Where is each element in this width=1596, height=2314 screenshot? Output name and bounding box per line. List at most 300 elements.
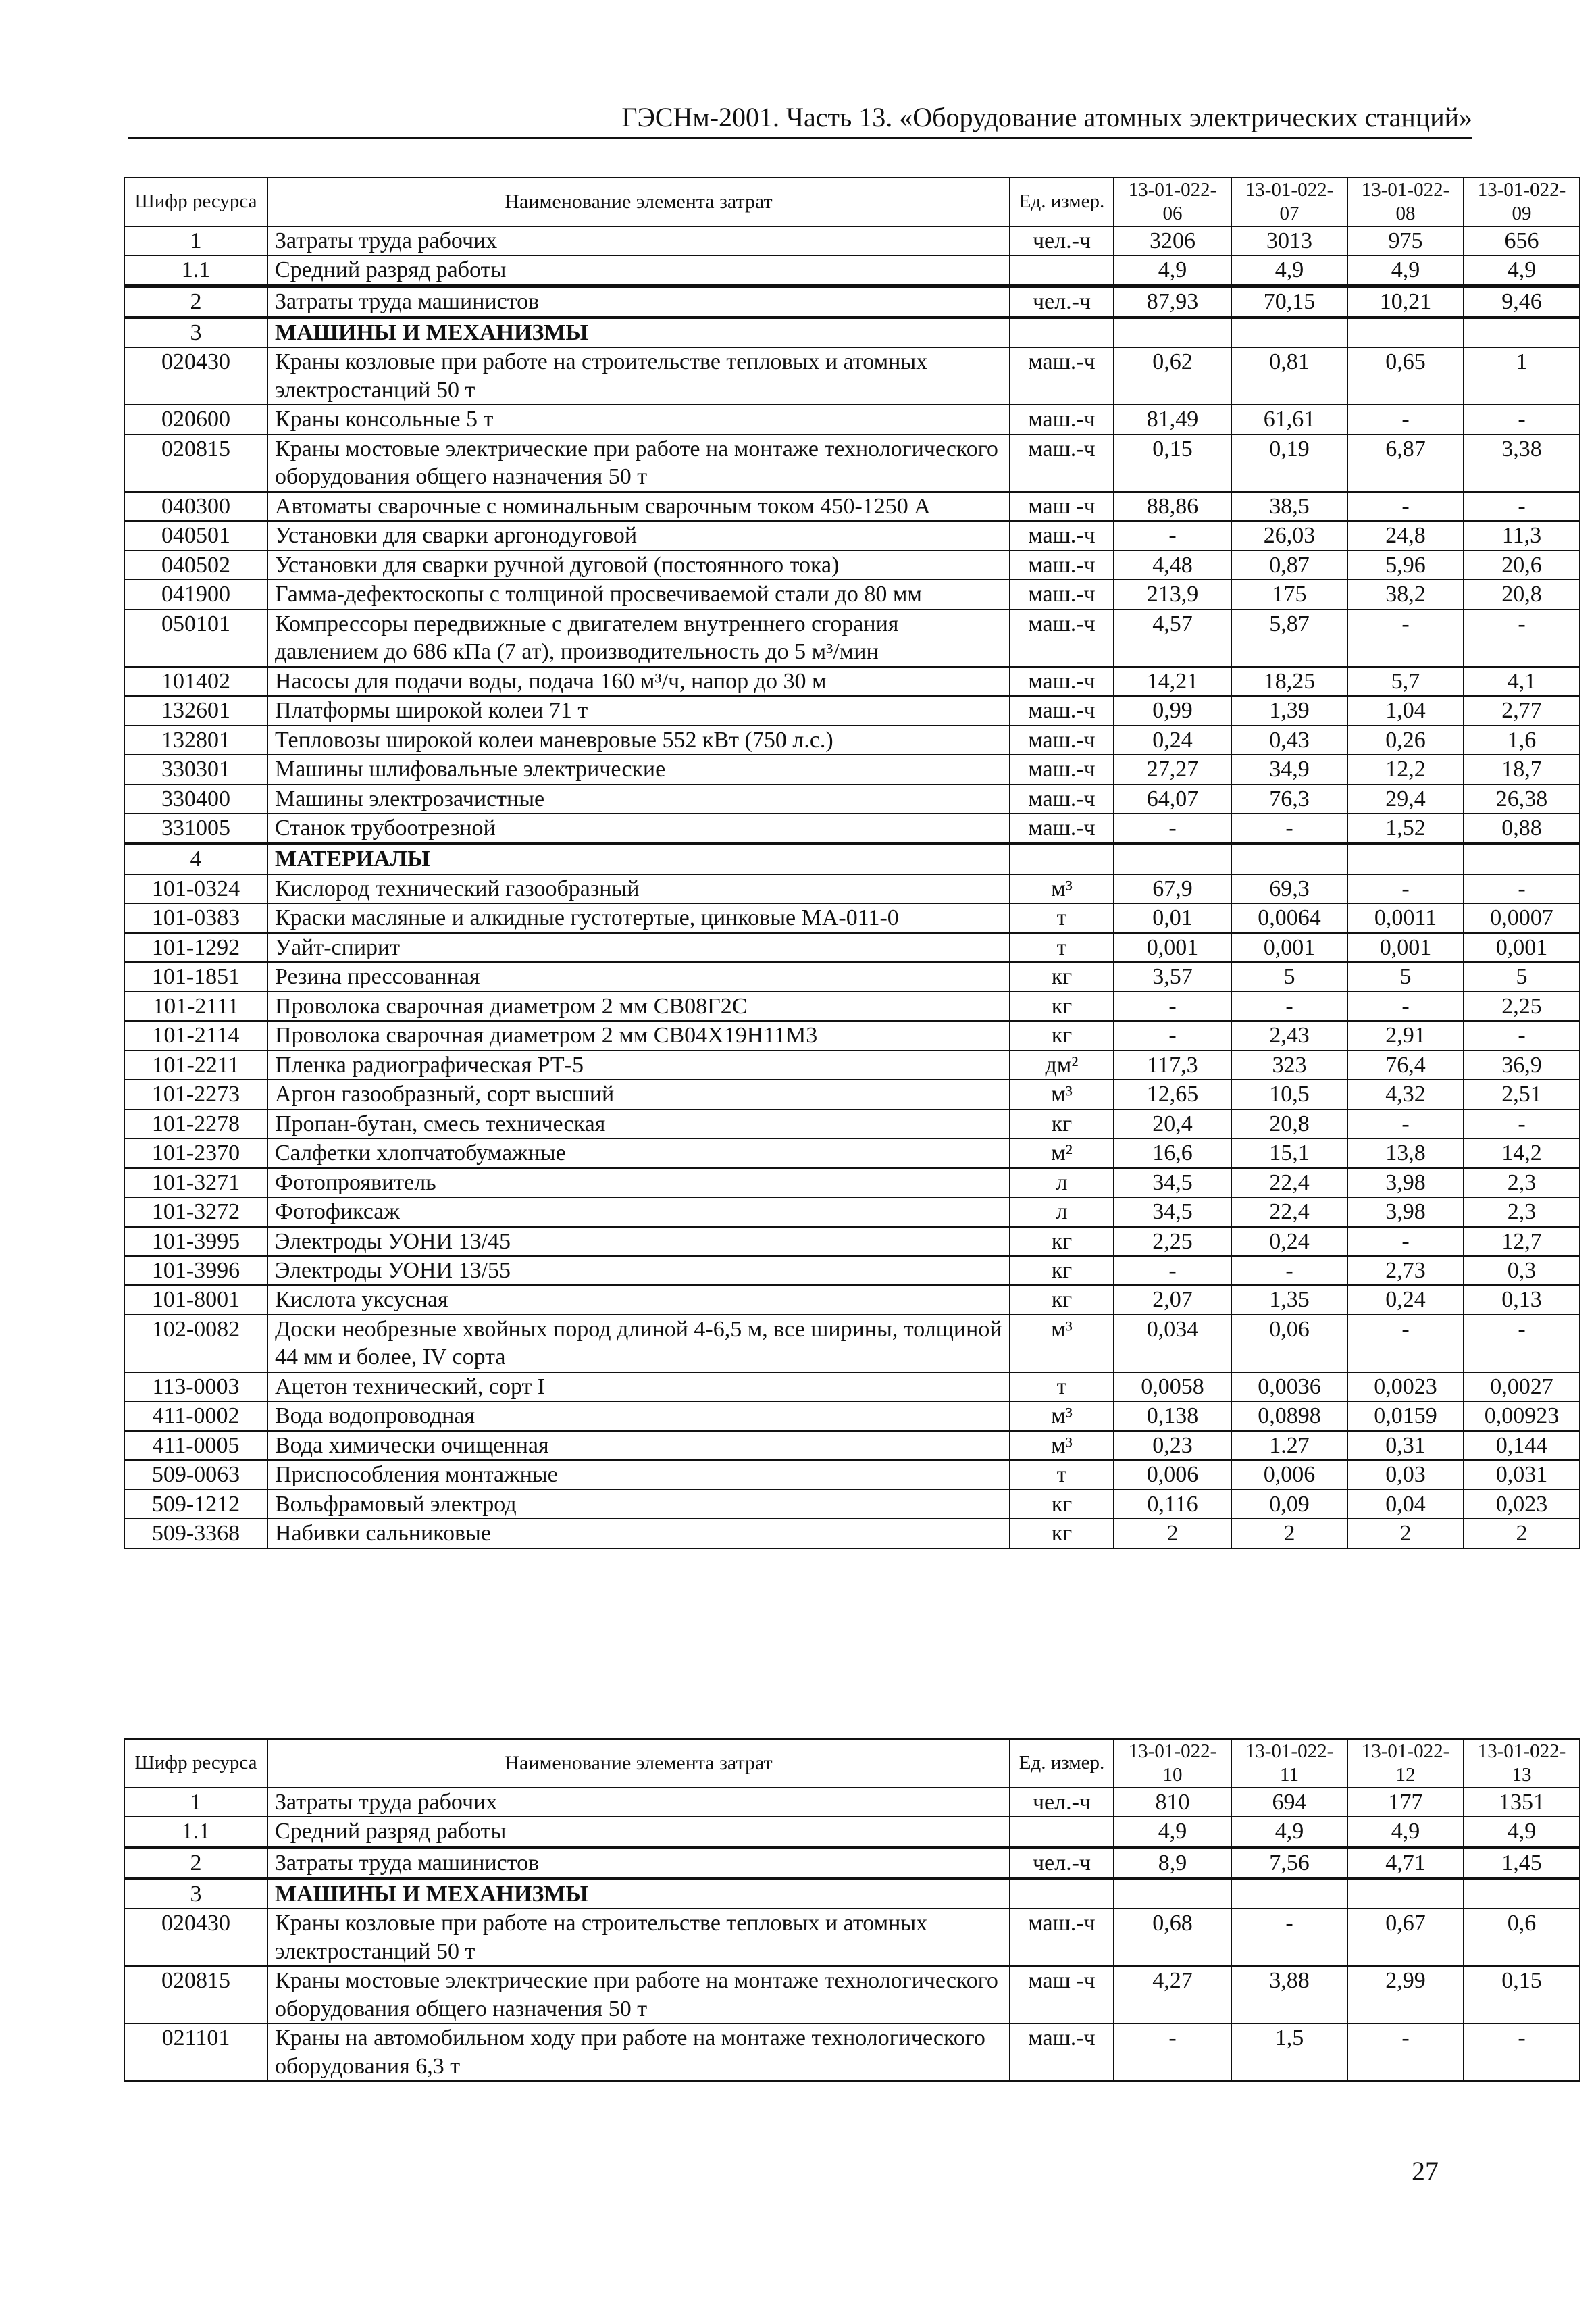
cell-code: 102-0082 bbox=[124, 1315, 267, 1372]
cell-unit bbox=[1010, 318, 1114, 348]
cell-unit: маш.-ч bbox=[1010, 609, 1114, 667]
cell-name: Станок трубоотрезной bbox=[267, 813, 1010, 844]
cell-value-4: 0,3 bbox=[1464, 1256, 1580, 1285]
cell-value-1: 810 bbox=[1114, 1788, 1231, 1817]
cell-value-2: 5 bbox=[1231, 962, 1347, 991]
cell-value-1 bbox=[1114, 844, 1231, 874]
cell-code: 330400 bbox=[124, 784, 267, 813]
cell-value-3: 3,98 bbox=[1347, 1168, 1464, 1197]
cell-code: 020815 bbox=[124, 1966, 267, 2023]
cell-value-1: 4,9 bbox=[1114, 255, 1231, 286]
table-row bbox=[124, 1490, 1580, 1519]
cell-unit: чел.-ч bbox=[1010, 286, 1114, 317]
cell-value-2: 76,3 bbox=[1231, 784, 1347, 813]
cell-value-4: - bbox=[1464, 609, 1580, 667]
cell-code: 020815 bbox=[124, 434, 267, 492]
cell-value-2: 0,0064 bbox=[1231, 903, 1347, 932]
cell-value-4: 1 bbox=[1464, 347, 1580, 405]
cell-name: Пропан-бутан, смесь техническая bbox=[267, 1109, 1010, 1138]
cell-value-3: 2 bbox=[1347, 1519, 1464, 1548]
cell-name: Затраты труда рабочих bbox=[267, 1788, 1010, 1817]
cell-unit: маш.-ч bbox=[1010, 580, 1114, 609]
cell-name: Затраты труда машинистов bbox=[267, 1847, 1010, 1878]
header-col-3: 13-01-022-08 bbox=[1347, 178, 1464, 226]
cell-name: Машины электрозачистные bbox=[267, 784, 1010, 813]
table-row bbox=[124, 726, 1580, 755]
table-body bbox=[124, 226, 1580, 1549]
cell-value-3: 0,24 bbox=[1347, 1285, 1464, 1314]
cell-value-1: 2,07 bbox=[1114, 1285, 1231, 1314]
cell-name: Уайт-спирит bbox=[267, 933, 1010, 962]
cell-value-2: 38,5 bbox=[1231, 492, 1347, 521]
cell-value-2: 0,19 bbox=[1231, 434, 1347, 492]
cell-code: 509-0063 bbox=[124, 1460, 267, 1489]
table-row bbox=[124, 1168, 1580, 1197]
cell-value-4: 0,13 bbox=[1464, 1285, 1580, 1314]
header-col-2: 13-01-022-11 bbox=[1231, 1739, 1347, 1788]
cell-name: МАШИНЫ И МЕХАНИЗМЫ bbox=[267, 1879, 1010, 1909]
cell-code: 132801 bbox=[124, 726, 267, 755]
cell-value-2: 26,03 bbox=[1231, 521, 1347, 550]
cell-value-1: 4,9 bbox=[1114, 1817, 1231, 1847]
cell-value-4 bbox=[1464, 318, 1580, 348]
cell-unit: маш.-ч bbox=[1010, 696, 1114, 725]
resource-table-1 bbox=[124, 177, 1580, 1549]
cell-unit: л bbox=[1010, 1197, 1114, 1226]
table-row bbox=[124, 1966, 1580, 2023]
cell-value-3: - bbox=[1347, 1109, 1464, 1138]
cell-code: 411-0002 bbox=[124, 1401, 267, 1430]
table-row bbox=[124, 1315, 1580, 1372]
cell-name: Проволока сварочная диаметром 2 мм СВ08Г2С bbox=[267, 992, 1010, 1021]
cell-value-2: 694 bbox=[1231, 1788, 1347, 1817]
cell-value-2: 323 bbox=[1231, 1051, 1347, 1080]
cell-value-3: 0,03 bbox=[1347, 1460, 1464, 1489]
cell-value-3: - bbox=[1347, 492, 1464, 521]
cell-value-2: 3,88 bbox=[1231, 1966, 1347, 2023]
cell-value-3: 0,31 bbox=[1347, 1431, 1464, 1460]
cell-code: 3 bbox=[124, 1879, 267, 1909]
table-row bbox=[124, 933, 1580, 962]
cell-value-4: 0,144 bbox=[1464, 1431, 1580, 1460]
cell-value-4: 2,51 bbox=[1464, 1080, 1580, 1109]
table-row bbox=[124, 962, 1580, 991]
cell-value-4: 1,6 bbox=[1464, 726, 1580, 755]
table-row bbox=[124, 1051, 1580, 1080]
cell-value-4: 2 bbox=[1464, 1519, 1580, 1548]
cell-value-4: 1351 bbox=[1464, 1788, 1580, 1817]
cell-value-3: 0,26 bbox=[1347, 726, 1464, 755]
cell-value-2: 7,56 bbox=[1231, 1847, 1347, 1878]
cell-value-4: - bbox=[1464, 2023, 1580, 2081]
table-row bbox=[124, 580, 1580, 609]
cell-name: Фотопроявитель bbox=[267, 1168, 1010, 1197]
cell-value-4: 4,9 bbox=[1464, 1817, 1580, 1847]
cell-unit: кг bbox=[1010, 1490, 1114, 1519]
cell-value-3: 5 bbox=[1347, 962, 1464, 991]
cell-value-3: - bbox=[1347, 1315, 1464, 1372]
cell-name: Краны козловые при работе на строительстве тепловых и атомных электростанций 50 т bbox=[267, 1909, 1010, 1966]
cell-value-2: 2 bbox=[1231, 1519, 1347, 1548]
cell-value-4: 26,38 bbox=[1464, 784, 1580, 813]
cell-value-4: 20,6 bbox=[1464, 551, 1580, 580]
cell-unit: чел.-ч bbox=[1010, 226, 1114, 255]
cell-value-4: 9,46 bbox=[1464, 286, 1580, 317]
cell-unit: чел.-ч bbox=[1010, 1788, 1114, 1817]
cell-value-2: 4,9 bbox=[1231, 255, 1347, 286]
cell-value-2: 1,39 bbox=[1231, 696, 1347, 725]
cell-value-3: 2,73 bbox=[1347, 1256, 1464, 1285]
table-row bbox=[124, 521, 1580, 550]
cell-value-2: 15,1 bbox=[1231, 1138, 1347, 1167]
cell-value-1: 117,3 bbox=[1114, 1051, 1231, 1080]
cell-value-4: - bbox=[1464, 1109, 1580, 1138]
cell-value-3 bbox=[1347, 844, 1464, 874]
cell-value-1: 81,49 bbox=[1114, 405, 1231, 434]
cell-value-4: 14,2 bbox=[1464, 1138, 1580, 1167]
cell-code: 1 bbox=[124, 1788, 267, 1817]
cell-value-2: 2,43 bbox=[1231, 1021, 1347, 1050]
cell-unit: маш.-ч bbox=[1010, 405, 1114, 434]
cell-value-4: 0,023 bbox=[1464, 1490, 1580, 1519]
cell-code: 040501 bbox=[124, 521, 267, 550]
cell-code: 020600 bbox=[124, 405, 267, 434]
cell-unit: л bbox=[1010, 1168, 1114, 1197]
cell-value-4: 2,77 bbox=[1464, 696, 1580, 725]
cell-name: Тепловозы широкой колеи маневровые 552 кВт (750 л.с.) bbox=[267, 726, 1010, 755]
cell-name: МАТЕРИАЛЫ bbox=[267, 844, 1010, 874]
cell-value-2: 69,3 bbox=[1231, 874, 1347, 903]
cell-unit: м² bbox=[1010, 1138, 1114, 1167]
table-row bbox=[124, 551, 1580, 580]
cell-name: Пленка радиографическая РТ-5 bbox=[267, 1051, 1010, 1080]
cell-unit: кг bbox=[1010, 1256, 1114, 1285]
cell-value-1 bbox=[1114, 318, 1231, 348]
cell-value-3: 76,4 bbox=[1347, 1051, 1464, 1080]
cell-value-1: 0,116 bbox=[1114, 1490, 1231, 1519]
cell-name: Проволока сварочная диаметром 2 мм СВ04Х19Н11М3 bbox=[267, 1021, 1010, 1050]
header-unit: Ед. измер. bbox=[1010, 1739, 1114, 1788]
cell-code: 101-0324 bbox=[124, 874, 267, 903]
cell-name: Фотофиксаж bbox=[267, 1197, 1010, 1226]
cell-unit: м³ bbox=[1010, 1080, 1114, 1109]
cell-unit bbox=[1010, 1817, 1114, 1847]
cell-value-2 bbox=[1231, 844, 1347, 874]
cell-unit: кг bbox=[1010, 1285, 1114, 1314]
cell-value-2: 0,24 bbox=[1231, 1227, 1347, 1256]
cell-value-1: 20,4 bbox=[1114, 1109, 1231, 1138]
cell-unit: маш -ч bbox=[1010, 492, 1114, 521]
cell-code: 330301 bbox=[124, 755, 267, 784]
cell-value-3: 975 bbox=[1347, 226, 1464, 255]
header-col-4: 13-01-022-09 bbox=[1464, 178, 1580, 226]
cell-value-1: 2 bbox=[1114, 1519, 1231, 1548]
cell-name: Вода водопроводная bbox=[267, 1401, 1010, 1430]
table-row bbox=[124, 405, 1580, 434]
table-row bbox=[124, 226, 1580, 255]
cell-value-4: 0,0027 bbox=[1464, 1372, 1580, 1401]
cell-unit: м³ bbox=[1010, 1431, 1114, 1460]
cell-unit: маш.-ч bbox=[1010, 347, 1114, 405]
cell-value-3: 0,04 bbox=[1347, 1490, 1464, 1519]
cell-code: 101402 bbox=[124, 667, 267, 696]
cell-code: 1.1 bbox=[124, 1817, 267, 1847]
cell-value-3: 5,7 bbox=[1347, 667, 1464, 696]
cell-value-4: 0,0007 bbox=[1464, 903, 1580, 932]
cell-code: 101-1292 bbox=[124, 933, 267, 962]
cell-value-3: 177 bbox=[1347, 1788, 1464, 1817]
cell-name: Краски масляные и алкидные густотертые, цинковые МА-011-0 bbox=[267, 903, 1010, 932]
cell-value-3: 0,001 bbox=[1347, 933, 1464, 962]
cell-code: 101-3271 bbox=[124, 1168, 267, 1197]
cell-unit bbox=[1010, 255, 1114, 286]
cell-name: Салфетки хлопчатобумажные bbox=[267, 1138, 1010, 1167]
cell-value-2: 0,0898 bbox=[1231, 1401, 1347, 1430]
cell-name: Затраты труда рабочих bbox=[267, 226, 1010, 255]
cell-name: Краны мостовые электрические при работе на монтаже технологического оборудования общего назначения 50 т bbox=[267, 434, 1010, 492]
cell-value-1: 0,15 bbox=[1114, 434, 1231, 492]
cell-code: 113-0003 bbox=[124, 1372, 267, 1401]
cell-name: Приспособления монтажные bbox=[267, 1460, 1010, 1489]
cell-value-2: 4,9 bbox=[1231, 1817, 1347, 1847]
cell-name: Краны мостовые электрические при работе на монтаже технологического оборудования общего назначения 50 т bbox=[267, 1966, 1010, 2023]
cell-value-4: 36,9 bbox=[1464, 1051, 1580, 1080]
cell-value-1: 0,01 bbox=[1114, 903, 1231, 932]
resource-table-2 bbox=[124, 1738, 1580, 2082]
table-row bbox=[124, 1138, 1580, 1167]
cell-value-2: 0,87 bbox=[1231, 551, 1347, 580]
cell-name: Аргон газообразный, сорт высший bbox=[267, 1080, 1010, 1109]
table-row bbox=[124, 434, 1580, 492]
cell-name: Краны на автомобильном ходу при работе на монтаже технологического оборудования 6,3 т bbox=[267, 2023, 1010, 2081]
cell-code: 021101 bbox=[124, 2023, 267, 2081]
cell-unit bbox=[1010, 844, 1114, 874]
cell-unit: маш.-ч bbox=[1010, 726, 1114, 755]
cell-name: Машины шлифовальные электрические bbox=[267, 755, 1010, 784]
cell-value-3: 1,04 bbox=[1347, 696, 1464, 725]
cell-value-1: 0,62 bbox=[1114, 347, 1231, 405]
cell-value-2: 0,43 bbox=[1231, 726, 1347, 755]
cell-code: 020430 bbox=[124, 1909, 267, 1966]
cell-value-4: 12,7 bbox=[1464, 1227, 1580, 1256]
cell-value-2: 18,25 bbox=[1231, 667, 1347, 696]
table-row bbox=[124, 755, 1580, 784]
cell-value-3: 0,0011 bbox=[1347, 903, 1464, 932]
cell-name: Установки для сварки ручной дуговой (постоянного тока) bbox=[267, 551, 1010, 580]
cell-unit: кг bbox=[1010, 992, 1114, 1021]
cell-value-3: - bbox=[1347, 992, 1464, 1021]
cell-value-4: 18,7 bbox=[1464, 755, 1580, 784]
cell-value-1: - bbox=[1114, 2023, 1231, 2081]
cell-value-1: - bbox=[1114, 1021, 1231, 1050]
table-row bbox=[124, 255, 1580, 286]
cell-name: Ацетон технический, сорт I bbox=[267, 1372, 1010, 1401]
cell-value-1 bbox=[1114, 1879, 1231, 1909]
cell-value-3: 3,98 bbox=[1347, 1197, 1464, 1226]
cell-code: 101-0383 bbox=[124, 903, 267, 932]
cell-unit: дм² bbox=[1010, 1051, 1114, 1080]
cell-value-3: 29,4 bbox=[1347, 784, 1464, 813]
header-code: Шифр ресурса bbox=[124, 178, 267, 226]
cell-value-1: 0,23 bbox=[1114, 1431, 1231, 1460]
cell-value-2: 5,87 bbox=[1231, 609, 1347, 667]
cell-value-3: - bbox=[1347, 2023, 1464, 2081]
header-col-1: 13-01-022-10 bbox=[1114, 1739, 1231, 1788]
cell-value-4: 2,3 bbox=[1464, 1168, 1580, 1197]
cell-value-2: - bbox=[1231, 1256, 1347, 1285]
cell-value-2: - bbox=[1231, 992, 1347, 1021]
cell-value-2: 10,5 bbox=[1231, 1080, 1347, 1109]
table-row bbox=[124, 492, 1580, 521]
cell-code: 101-3995 bbox=[124, 1227, 267, 1256]
cell-name: Установки для сварки аргонодуговой bbox=[267, 521, 1010, 550]
cell-unit: т bbox=[1010, 1372, 1114, 1401]
table-row bbox=[124, 1256, 1580, 1285]
page-header bbox=[128, 101, 1472, 139]
cell-code: 101-2114 bbox=[124, 1021, 267, 1050]
cell-value-4: 3,38 bbox=[1464, 434, 1580, 492]
cell-value-4: 0,031 bbox=[1464, 1460, 1580, 1489]
cell-code: 331005 bbox=[124, 813, 267, 844]
cell-value-4: 4,9 bbox=[1464, 255, 1580, 286]
table-row bbox=[124, 1847, 1580, 1878]
cell-value-2: 1.27 bbox=[1231, 1431, 1347, 1460]
cell-code: 040502 bbox=[124, 551, 267, 580]
table-row bbox=[124, 286, 1580, 317]
cell-name: Компрессоры передвижные с двигателем внутреннего сгорания давлением до 686 кПа (7 ат), производительность до 5 м³/мин bbox=[267, 609, 1010, 667]
table-row bbox=[124, 1021, 1580, 1050]
table-row bbox=[124, 347, 1580, 405]
cell-value-1: 88,86 bbox=[1114, 492, 1231, 521]
cell-value-4: 5 bbox=[1464, 962, 1580, 991]
cell-value-1: - bbox=[1114, 813, 1231, 844]
table-row bbox=[124, 696, 1580, 725]
header-col-1: 13-01-022-06 bbox=[1114, 178, 1231, 226]
cell-unit: маш.-ч bbox=[1010, 1909, 1114, 1966]
section-row bbox=[124, 844, 1580, 874]
cell-name: МАШИНЫ И МЕХАНИЗМЫ bbox=[267, 318, 1010, 348]
table-header-row bbox=[124, 1739, 1580, 1788]
cell-value-3: 38,2 bbox=[1347, 580, 1464, 609]
cell-name: Электроды УОНИ 13/45 bbox=[267, 1227, 1010, 1256]
table-row bbox=[124, 1080, 1580, 1109]
cell-value-1: 3,57 bbox=[1114, 962, 1231, 991]
cell-code: 1 bbox=[124, 226, 267, 255]
table-row bbox=[124, 1109, 1580, 1138]
cell-code: 2 bbox=[124, 286, 267, 317]
cell-value-4: 11,3 bbox=[1464, 521, 1580, 550]
table-row bbox=[124, 1909, 1580, 1966]
cell-code: 132601 bbox=[124, 696, 267, 725]
cell-value-2: 0,0036 bbox=[1231, 1372, 1347, 1401]
cell-value-1: 16,6 bbox=[1114, 1138, 1231, 1167]
section-row bbox=[124, 1879, 1580, 1909]
cell-unit: маш.-ч bbox=[1010, 784, 1114, 813]
cell-value-3 bbox=[1347, 318, 1464, 348]
cell-value-1: 0,034 bbox=[1114, 1315, 1231, 1372]
table-row bbox=[124, 874, 1580, 903]
table-row bbox=[124, 1197, 1580, 1226]
cell-code: 101-1851 bbox=[124, 962, 267, 991]
cell-value-2: 34,9 bbox=[1231, 755, 1347, 784]
cell-value-4: 0,15 bbox=[1464, 1966, 1580, 2023]
cell-value-2: 22,4 bbox=[1231, 1168, 1347, 1197]
table-row bbox=[124, 1227, 1580, 1256]
cell-value-3: 5,96 bbox=[1347, 551, 1464, 580]
cell-name: Краны козловые при работе на строительстве тепловых и атомных электростанций 50 т bbox=[267, 347, 1010, 405]
cell-unit: маш -ч bbox=[1010, 1966, 1114, 2023]
cell-code: 101-2370 bbox=[124, 1138, 267, 1167]
cell-unit: маш.-ч bbox=[1010, 667, 1114, 696]
cell-value-1: 8,9 bbox=[1114, 1847, 1231, 1878]
cell-code: 509-1212 bbox=[124, 1490, 267, 1519]
header-col-3: 13-01-022-12 bbox=[1347, 1739, 1464, 1788]
cell-value-2: 0,006 bbox=[1231, 1460, 1347, 1489]
table-row bbox=[124, 1285, 1580, 1314]
cell-unit: маш.-ч bbox=[1010, 521, 1114, 550]
cell-name: Затраты труда машинистов bbox=[267, 286, 1010, 317]
header-col-2: 13-01-022-07 bbox=[1231, 178, 1347, 226]
cell-code: 101-2273 bbox=[124, 1080, 267, 1109]
cell-value-3: 4,32 bbox=[1347, 1080, 1464, 1109]
cell-value-2: - bbox=[1231, 813, 1347, 844]
cell-unit: м³ bbox=[1010, 874, 1114, 903]
cell-value-1: 0,006 bbox=[1114, 1460, 1231, 1489]
cell-unit: чел.-ч bbox=[1010, 1847, 1114, 1878]
table-row bbox=[124, 609, 1580, 667]
cell-value-2: 20,8 bbox=[1231, 1109, 1347, 1138]
cell-code: 101-2111 bbox=[124, 992, 267, 1021]
cell-value-4: 2,3 bbox=[1464, 1197, 1580, 1226]
cell-value-2: 70,15 bbox=[1231, 286, 1347, 317]
cell-name: Гамма-дефектоскопы с толщиной просвечиваемой стали до 80 мм bbox=[267, 580, 1010, 609]
cell-value-1: 4,48 bbox=[1114, 551, 1231, 580]
cell-name: Краны консольные 5 т bbox=[267, 405, 1010, 434]
cell-value-3: 1,52 bbox=[1347, 813, 1464, 844]
cell-value-1: 0,001 bbox=[1114, 933, 1231, 962]
cell-value-3: 0,0159 bbox=[1347, 1401, 1464, 1430]
cell-value-3 bbox=[1347, 1879, 1464, 1909]
table-header-row bbox=[124, 178, 1580, 226]
cell-value-4: 20,8 bbox=[1464, 580, 1580, 609]
cell-value-4: 4,1 bbox=[1464, 667, 1580, 696]
cell-value-3: 2,99 bbox=[1347, 1966, 1464, 2023]
cell-value-3: 24,8 bbox=[1347, 521, 1464, 550]
cell-name: Электроды УОНИ 13/55 bbox=[267, 1256, 1010, 1285]
cell-value-1: 2,25 bbox=[1114, 1227, 1231, 1256]
header-name: Наименование элемента затрат bbox=[267, 178, 1010, 226]
cell-value-3: 0,0023 bbox=[1347, 1372, 1464, 1401]
cell-name: Набивки сальниковые bbox=[267, 1519, 1010, 1548]
cell-value-1: 0,99 bbox=[1114, 696, 1231, 725]
cell-value-3: 4,9 bbox=[1347, 255, 1464, 286]
table-row bbox=[124, 1431, 1580, 1460]
cell-value-1: 12,65 bbox=[1114, 1080, 1231, 1109]
cell-name: Автоматы сварочные с номинальным сварочным током 450-1250 А bbox=[267, 492, 1010, 521]
cell-value-2 bbox=[1231, 1879, 1347, 1909]
cell-code: 101-3272 bbox=[124, 1197, 267, 1226]
cell-value-4 bbox=[1464, 1879, 1580, 1909]
cell-value-4: - bbox=[1464, 1315, 1580, 1372]
table-row bbox=[124, 1519, 1580, 1548]
cell-unit: маш.-ч bbox=[1010, 755, 1114, 784]
cell-value-2: 175 bbox=[1231, 580, 1347, 609]
cell-unit: маш.-ч bbox=[1010, 813, 1114, 844]
cell-value-3: - bbox=[1347, 874, 1464, 903]
cell-value-3: 4,9 bbox=[1347, 1817, 1464, 1847]
cell-unit: кг bbox=[1010, 1109, 1114, 1138]
cell-code: 101-2211 bbox=[124, 1051, 267, 1080]
